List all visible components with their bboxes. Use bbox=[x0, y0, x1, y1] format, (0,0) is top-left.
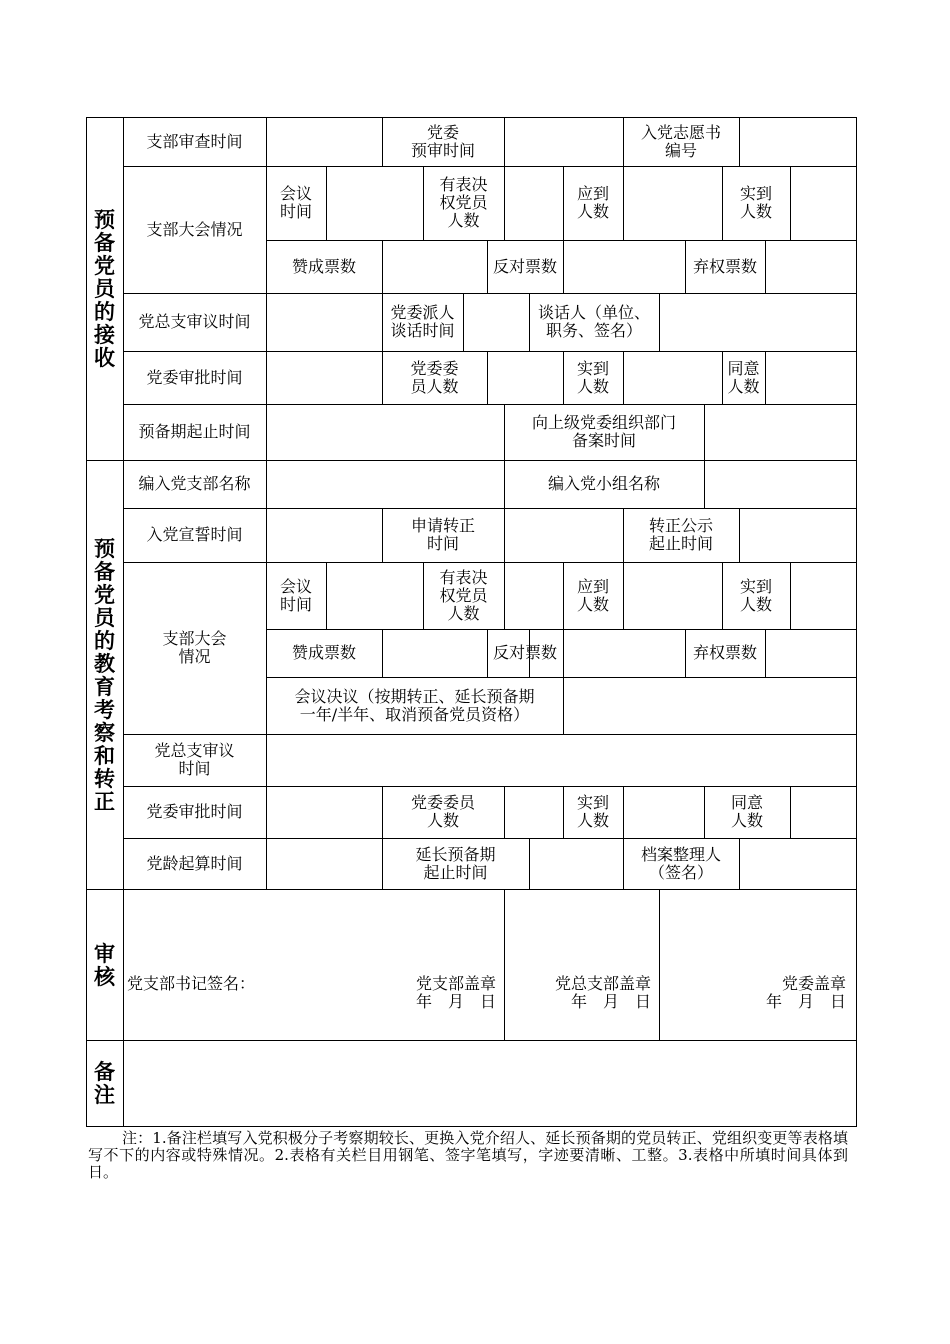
label-meeting-time: 会议 时间 bbox=[279, 184, 312, 221]
label-expected-count: 应到 人数 bbox=[576, 184, 609, 221]
label-meeting-time: 会议 时间 bbox=[279, 576, 312, 614]
label-actual-count: 实到 人数 bbox=[576, 358, 609, 396]
label-agree-count: 同意 人数 bbox=[727, 358, 760, 396]
label-branch-meeting: 支部大会情况 bbox=[146, 219, 243, 239]
label-votes-for: 赞成票数 bbox=[291, 256, 356, 276]
label-actual-count: 实到 人数 bbox=[576, 793, 609, 830]
label-talk-time: 党委派人 谈话时间 bbox=[390, 303, 455, 340]
section-label-char: 和 bbox=[94, 742, 115, 768]
label-expected-count: 应到 人数 bbox=[576, 576, 609, 614]
general-branch-seal-block bbox=[508, 975, 651, 1011]
label-committee-seal: 党委盖章 bbox=[781, 974, 846, 993]
label-votes-abstain: 弃权票数 bbox=[692, 256, 757, 276]
label-committee-approval-time: 党委审批时间 bbox=[146, 802, 243, 821]
section-label-admission bbox=[86, 117, 123, 460]
section-label-char: 注 bbox=[94, 1082, 115, 1107]
branch-seal-block bbox=[380, 975, 496, 1011]
label-party-age-start: 党龄起算时间 bbox=[146, 853, 243, 873]
section-label-char: 转 bbox=[94, 765, 115, 791]
label-date-line: 年 月 日 bbox=[415, 992, 496, 1011]
label-votes-abstain: 弃权票数 bbox=[692, 643, 757, 662]
label-probation-period: 预备期起止时间 bbox=[138, 422, 251, 441]
section-label-char: 员 bbox=[94, 276, 115, 301]
label-votes-against: 反对票数 bbox=[492, 643, 557, 662]
section-label-remarks bbox=[86, 1040, 123, 1126]
label-branch-review-time: 支部审查时间 bbox=[146, 131, 243, 151]
label-date-line: 年 月 日 bbox=[570, 992, 651, 1011]
label-branch-seal: 党支部盖章 bbox=[415, 974, 496, 993]
label-agree-count: 同意 人数 bbox=[730, 793, 763, 830]
section-label-char: 的 bbox=[94, 627, 115, 653]
label-secretary-signature: 党支部书记签名： bbox=[127, 974, 256, 993]
label-date-line: 年 月 日 bbox=[765, 992, 846, 1011]
label-branch-meeting: 支部大会 情况 bbox=[162, 629, 227, 666]
label-committee-members: 党委委 员人数 bbox=[410, 358, 459, 396]
section-label-review bbox=[86, 889, 123, 1040]
label-votes-for: 赞成票数 bbox=[291, 643, 356, 662]
section-label-char: 育 bbox=[94, 673, 115, 699]
section-label-char: 党 bbox=[94, 581, 115, 607]
label-actual-count: 实到 人数 bbox=[739, 576, 772, 614]
section-label-char: 员 bbox=[94, 604, 115, 630]
section-label-char: 教 bbox=[94, 650, 115, 676]
label-apply-regular-time: 申请转正 时间 bbox=[410, 516, 475, 553]
label-committee-prereview-time: 党委 预审时间 bbox=[410, 122, 475, 160]
label-meeting-resolution: 会议决议（按期转正、延长预备期 一年/半年、取消预备党员资格） bbox=[294, 686, 535, 724]
label-committee-members: 党委委员 人数 bbox=[410, 793, 475, 830]
label-actual-count: 实到 人数 bbox=[739, 184, 772, 221]
footnote: 注：1.备注栏填写入党积极分子考察期较长、更换入党介绍人、延长预备期的党员转正、党组织变更等表格填写不下的内容或特殊情况。2.表格有关栏目用钢笔、签字笔填写，字迹要清晰、工整。3.表格中所填时间具体到日。 bbox=[88, 1129, 848, 1181]
section-label-char: 正 bbox=[94, 788, 115, 814]
label-general-branch-review-time: 党总支审议时间 bbox=[138, 312, 251, 331]
section-label-char: 核 bbox=[94, 963, 115, 989]
section-label-char: 预 bbox=[94, 207, 115, 232]
section-label-char: 备 bbox=[94, 558, 115, 584]
section-label-char: 审 bbox=[94, 940, 115, 966]
section-label-char: 预 bbox=[94, 535, 115, 561]
label-general-branch-review: 党总支审议 时间 bbox=[154, 741, 235, 778]
section-label-education-conversion bbox=[86, 460, 123, 889]
section-label-char: 察 bbox=[94, 719, 115, 745]
label-application-number: 入党志愿书 编号 bbox=[640, 122, 721, 160]
label-votes-against: 反对票数 bbox=[492, 256, 557, 276]
label-public-notice-period: 转正公示 起止时间 bbox=[648, 516, 713, 553]
committee-seal-block bbox=[664, 975, 846, 1011]
label-voting-members: 有表决 权党员 人数 bbox=[439, 567, 488, 623]
label-voting-members: 有表决 权党员 人数 bbox=[439, 175, 488, 230]
section-label-char: 考 bbox=[94, 696, 115, 722]
label-talker: 谈话人（单位、 职务、签名） bbox=[537, 303, 650, 340]
remarks-area[interactable] bbox=[124, 1041, 856, 1126]
section-label-char: 接 bbox=[94, 322, 115, 347]
label-filing-time: 向上级党委组织部门 备案时间 bbox=[531, 413, 676, 450]
label-group-name: 编入党小组名称 bbox=[547, 474, 660, 493]
label-general-branch-seal: 党总支部盖章 bbox=[554, 974, 651, 993]
label-branch-name: 编入党支部名称 bbox=[138, 474, 251, 493]
section-label-char: 的 bbox=[94, 299, 115, 324]
label-extended-probation: 延长预备期 起止时间 bbox=[415, 844, 496, 882]
label-committee-approval-time: 党委审批时间 bbox=[146, 367, 243, 387]
section-label-char: 备 bbox=[94, 1059, 115, 1084]
label-archivist: 档案整理人 （签名） bbox=[640, 844, 721, 882]
section-label-char: 备 bbox=[94, 230, 115, 255]
label-oath-time: 入党宣誓时间 bbox=[146, 525, 243, 544]
section-label-char: 党 bbox=[94, 253, 115, 278]
section-label-char: 收 bbox=[94, 345, 115, 370]
